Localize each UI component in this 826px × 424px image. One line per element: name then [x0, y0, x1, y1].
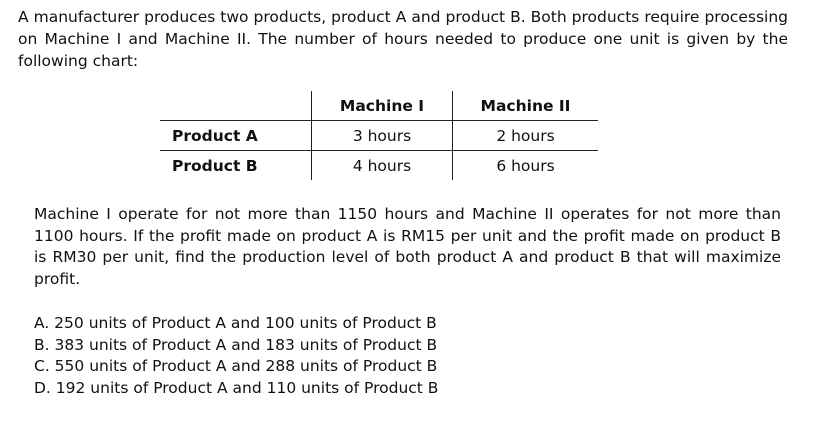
table-header-machine-1: Machine I: [312, 91, 453, 121]
option-d: D. 192 units of Product A and 110 units of Product B: [34, 378, 439, 397]
cell-product-b-machine-1: 4 hours: [312, 151, 453, 181]
table-header-empty: [160, 91, 312, 121]
row-label-product-b: Product B: [160, 151, 312, 181]
option-a: A. 250 units of Product A and 100 units of Product B: [34, 314, 437, 332]
row-label-product-a: Product A: [160, 121, 312, 151]
table-header-machine-2: Machine II: [453, 91, 599, 121]
cell-product-b-machine-2: 6 hours: [496, 156, 555, 175]
table-header-row: [160, 91, 598, 121]
answer-options: [34, 313, 438, 399]
cell-product-a-machine-1: 3 hours: [312, 121, 453, 151]
cell-product-a-machine-2: 2 hours: [453, 121, 599, 151]
table-row: [160, 151, 598, 181]
hours-table: [160, 91, 598, 180]
option-b: B. 383 units of Product A and 183 units of Product B: [34, 335, 438, 354]
problem-statement: Machine I operate for not more than 1150 hours and Machine II operates for not more than 1100 hours. If the profit made on product A is RM15 per unit and the profit made on product B is RM30 per unit, find the production level of both product A and product B that will maximize profit.: [34, 205, 781, 288]
question-intro: A manufacturer produces two products, product A and product B. Both products require processing on Machine I and Machine II. The number of hours needed to produce one unit is given by the following chart:: [18, 8, 788, 70]
option-c: C. 550 units of Product A and 288 units of Product B: [34, 357, 438, 375]
table-row: [160, 121, 598, 151]
